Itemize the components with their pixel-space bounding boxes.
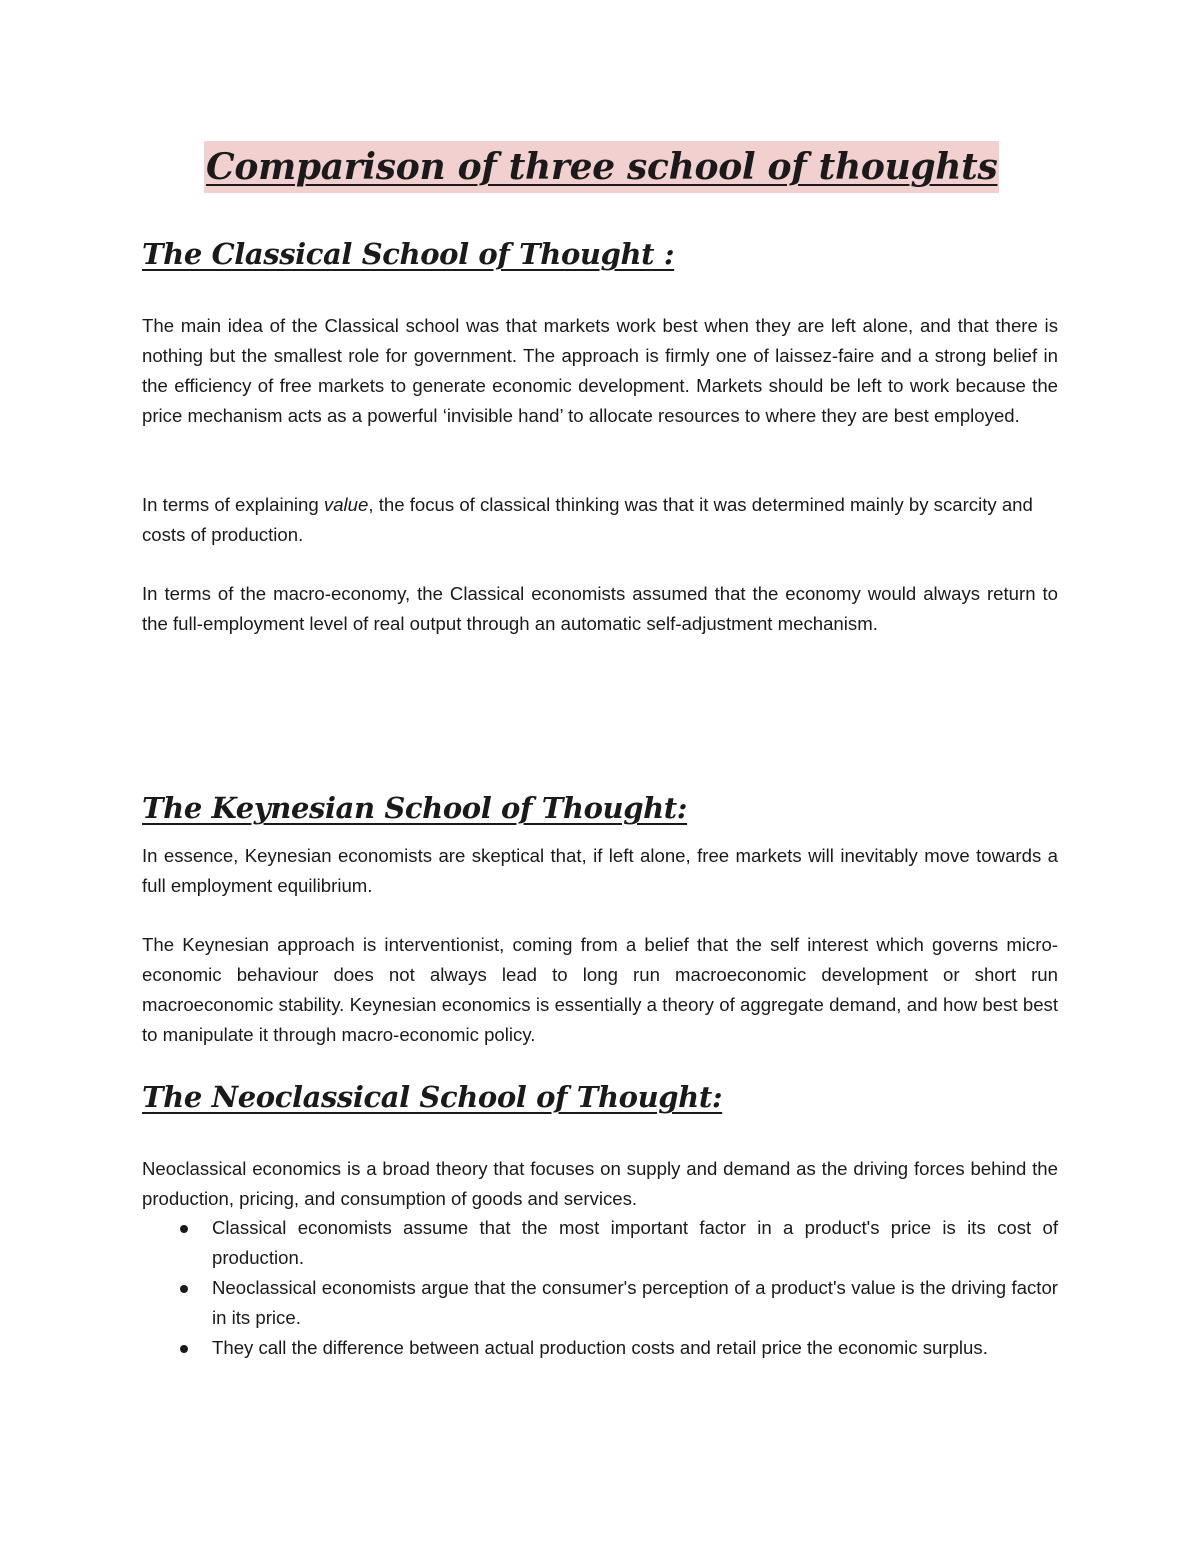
classical-heading: The Classical School of Thought : [142,237,675,271]
keynesian-heading: The Keynesian School of Thought: [142,791,688,825]
neoclassical-paragraph-1: Neoclassical economics is a broad theory that focuses on supply and demand as the driving forces behind the production, pricing, and consumption of goods and services. [142,1158,1058,1209]
list-item-text: They call the difference between actual production costs and retail price the economic surplus. [212,1337,988,1358]
bullet-icon [180,1285,188,1293]
neoclassical-bullet-list [142,1213,1058,1363]
classical-paragraph-2-end: , the focus of classical thinking was that it was determined mainly by scarcity and costs of production. [142,494,1033,545]
neoclassical-heading: The Neoclassical School of Thought: [142,1080,723,1114]
bullet-icon [180,1345,188,1353]
keynesian-paragraph-1: In essence, Keynesian economists are skeptical that, if left alone, free markets will inevitably move towards a full employment equilibrium. [142,845,1058,896]
keynesian-paragraph-2: The Keynesian approach is interventionist, coming from a belief that the self interest which governs micro-economic behaviour does not always lead to long run macroeconomic development or short run macroeconomic stability. Keynesian economics is essentially a theory of aggregate demand, and how best best to manipulate it through macro-economic policy. [142,934,1058,1045]
list-item [142,1273,1058,1333]
classical-paragraph-1: The main idea of the Classical school was that markets work best when they are left alone, and that there is nothing but the smallest role for government. The approach is firmly one of laissez-faire and a strong belief in the efficiency of free markets to generate economic development. Markets should be left to work because the price mechanism acts as a powerful ‘invisible hand’ to allocate resources to where they are best employed. [142,315,1058,426]
list-item [142,1213,1058,1273]
bullet-icon [180,1225,188,1233]
list-item-text: Neoclassical economists argue that the consumer's perception of a product's value is the driving factor in its price. [212,1277,1058,1328]
classical-paragraph-2-emphasis: value [323,494,369,515]
classical-paragraph-3: In terms of the macro-economy, the Classical economists assumed that the economy would always return to the full-employment level of real output through an automatic self-adjustment mechanism. [142,583,1058,634]
list-item-text: Classical economists assume that the most important factor in a product's price is its cost of production. [212,1217,1058,1268]
classical-paragraph-2-start: In terms of explaining [142,494,324,515]
list-item [142,1333,1058,1363]
document-title: Comparison of three school of thoughts [204,141,999,193]
classical-paragraph-2 [142,490,1058,550]
